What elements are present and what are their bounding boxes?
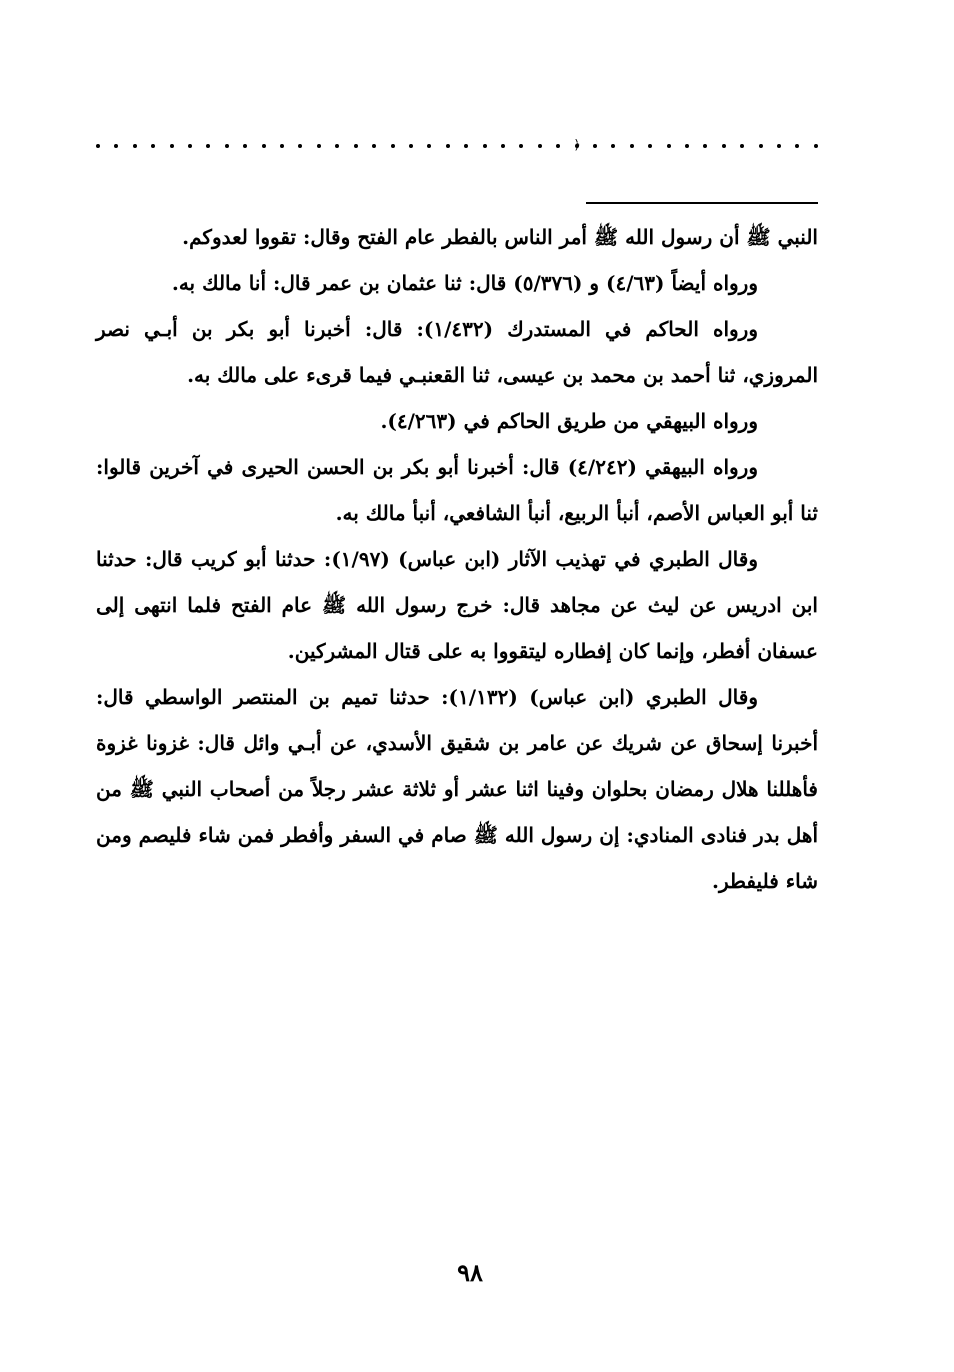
- footnote-paragraph-1: النبي ﷺ أن رسول الله ﷺ أمر الناس بالفطر عام الفتح وقال: تقووا لعدوكم.: [182, 225, 818, 249]
- header-dot: [538, 144, 542, 148]
- footnote-paragraph-3: ورواه الحاكم في المستدرك (١/٤٣٢): قال: أخبرنا أبو بكر بن أبـي نصر المروزي، ثنا أحمد بن محمد بن عيسى، ثنا القعنبـي فيما قرىء على مالك به.: [96, 317, 818, 387]
- header-dot: [114, 144, 118, 148]
- header-dot: [372, 144, 376, 148]
- header-dot: [151, 144, 155, 148]
- header-dot: [225, 144, 229, 148]
- header-dot: [446, 144, 450, 148]
- footnote-paragraph-7: وقال الطبري (ابن عباس) (١/١٣٢): حدثنا تميم بن المنتصر الواسطي قال: أخبرنا إسحاق عن شريك عن عامر بن شقيق الأسدي، عن أبـي وائل قال: غزونا غزوة فأهللنا هلال رمضان بحلوان وفينا اثنا عشر أو ثلاثة عشر رجلاً من أصحاب النبي ﷺ من أهل بدر فنادى المنادي: إن رسول الله ﷺ صام في السفر وأفطر فمن شاء فليصم ومن شاء فليفطر.: [96, 685, 818, 893]
- header-dot: [335, 144, 339, 148]
- header-dot: [354, 144, 358, 148]
- header-dot: [556, 144, 560, 148]
- page-number: ٩٨: [457, 1258, 483, 1287]
- header-dot: [501, 144, 505, 148]
- header-dot: [777, 144, 781, 148]
- header-dot: [519, 144, 523, 148]
- footnote-paragraph-4: ورواه البيهقي من طريق الحاكم في (٤/٢٦٣).: [380, 409, 758, 433]
- header-dotted-rule: [96, 136, 818, 156]
- header-dot: [188, 144, 192, 148]
- header-ornament: ﴿: [573, 138, 581, 153]
- header-dot: [133, 144, 137, 148]
- header-dot: [391, 144, 395, 148]
- header-dot: [409, 144, 413, 148]
- footnote-paragraph-2: ورواه أيضاً (٤/٦٣) و (٥/٣٧٦) قال: ثنا عثمان بن عمر قال: أنا مالك به.: [171, 271, 758, 295]
- header-dot: [206, 144, 210, 148]
- footnote-separator-rule: [586, 202, 818, 204]
- header-dot: [170, 144, 174, 148]
- header-dot: [317, 144, 321, 148]
- header-dot: [630, 144, 634, 148]
- header-dot: [280, 144, 284, 148]
- header-dot: [814, 144, 818, 148]
- header-dot: [685, 144, 689, 148]
- header-dot: [96, 144, 100, 148]
- header-dot: [759, 144, 763, 148]
- footnotes-text-block: [96, 214, 818, 904]
- header-dot: [740, 144, 744, 148]
- header-dot: [722, 144, 726, 148]
- header-dot: [593, 144, 597, 148]
- header-dot: [262, 144, 266, 148]
- header-dot: [483, 144, 487, 148]
- header-dot: [648, 144, 652, 148]
- header-dot: [464, 144, 468, 148]
- footnote-paragraph-5: ورواه البيهقي (٤/٢٤٢) قال: أخبرنا أبو بكر بن الحسن الحيرى في آخرين قالوا: ثنا أبو العباس الأصم، أنبأ الربيع، أنبأ الشافعي، أنبأ مالك به.: [96, 455, 818, 525]
- header-dot: [298, 144, 302, 148]
- header-dot: [243, 144, 247, 148]
- header-dot: [427, 144, 431, 148]
- header-dot: [703, 144, 707, 148]
- footnote-paragraph-6: وقال الطبري في تهذيب الآثار (ابن عباس) (١/٩٧): حدثنا أبو كريب قال: حدثنا ابن ادريس عن ليث عن مجاهد قال: خرج رسول الله ﷺ عام الفتح فلما انتهى إلى عسفان أفطر، وإنما كان إفطاره ليتقووا به على قتال المشركين.: [96, 547, 818, 663]
- header-dot: [667, 144, 671, 148]
- header-dot: [611, 144, 615, 148]
- header-dot: [795, 144, 799, 148]
